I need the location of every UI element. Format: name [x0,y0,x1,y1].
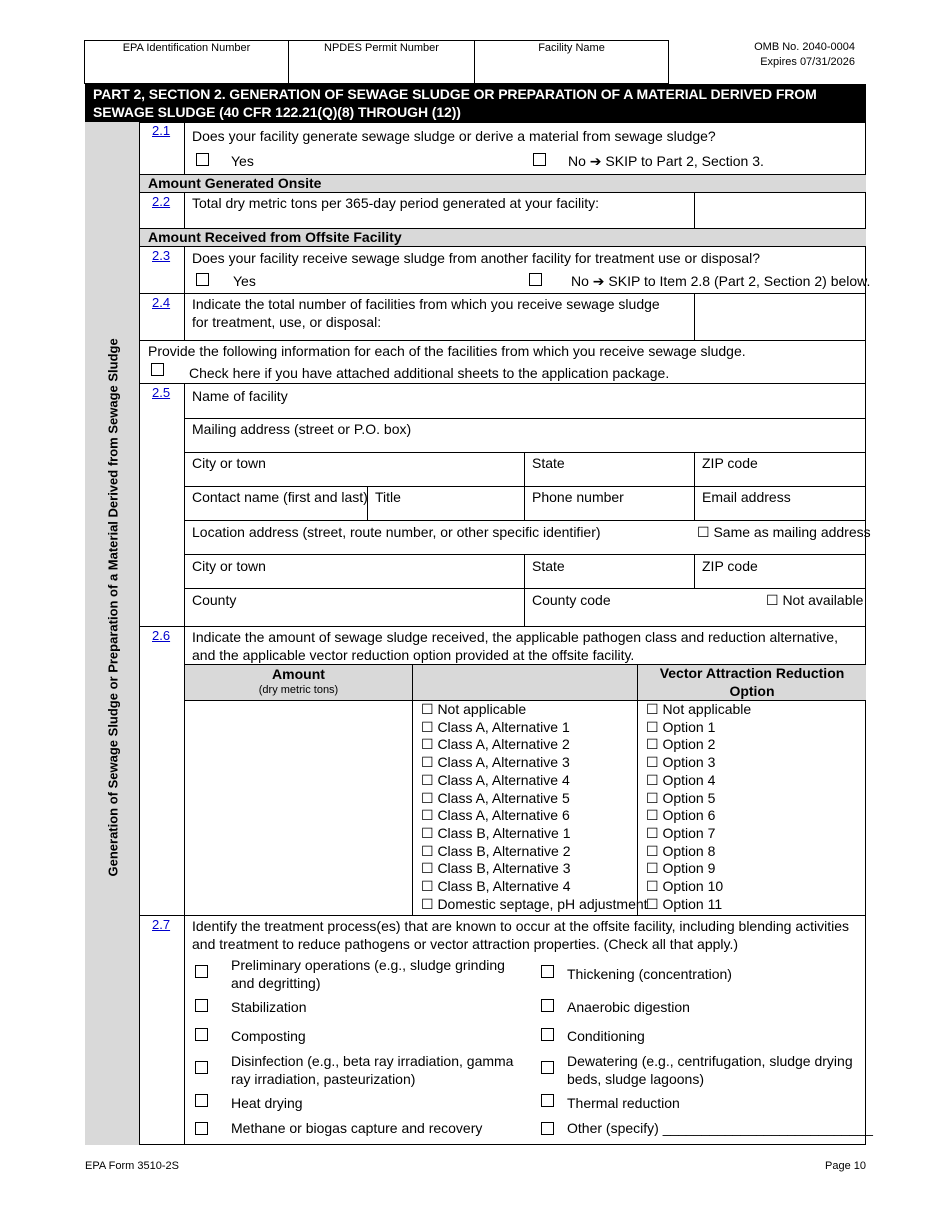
email-field[interactable]: Email address [702,489,791,505]
phone-field[interactable]: Phone number [532,489,624,505]
amount-label: Amount [272,666,325,682]
item-number-2-6[interactable]: 2.6 [152,628,171,643]
vector-option[interactable]: ☐ Option 3 [646,754,716,771]
same-as-mailing-checkbox[interactable]: ☐ Same as mailing address [697,524,871,540]
treatment-checkbox[interactable] [541,999,554,1012]
amount-header [185,666,412,698]
npdes-label: NPDES Permit Number [324,42,439,54]
pathogen-option[interactable]: ☐ Class A, Alternative 6 [421,807,570,824]
treatment-label: Stabilization [231,999,307,1015]
q21-no-label: No ➔ SKIP to Part 2, Section 3. [568,153,764,169]
vector-header: Vector Attraction Reduction Option [659,665,845,699]
treatment-label: Heat drying [231,1095,303,1111]
treatment-label: Anaerobic digestion [567,999,690,1015]
vector-option[interactable]: ☐ Option 10 [646,878,724,895]
vector-option[interactable]: ☐ Option 7 [646,824,716,841]
omb-block [680,40,855,70]
pathogen-option[interactable]: ☐ Class B, Alternative 3 [421,860,571,877]
treatment-checkbox[interactable] [541,1094,554,1107]
q21-yes-label: Yes [231,153,254,169]
pathogen-option[interactable]: ☐ Class A, Alternative 2 [421,736,570,753]
section-offsite: Amount Received from Offsite Facility [140,228,866,246]
county-field[interactable]: County [192,592,237,608]
treatment-checkbox[interactable] [541,965,554,978]
treatment-label: Methane or biogas capture and recovery [231,1120,483,1136]
item-number-2-7[interactable]: 2.7 [152,917,171,932]
contact-name-field[interactable]: Contact name (first and last) [192,489,368,505]
amount-input[interactable] [186,701,411,914]
zip-field[interactable]: ZIP code [702,455,758,471]
treatment-checkbox[interactable] [541,1122,554,1135]
pathogen-options [421,701,648,913]
location-address-field[interactable]: Location address (street, route number, or other specific identifier) [192,524,601,540]
location-city-field[interactable]: City or town [192,558,266,574]
city-field[interactable]: City or town [192,455,266,471]
treatment-label: Thermal reduction [567,1095,680,1111]
epa-id-label: EPA Identification Number [122,42,251,54]
county-code-field[interactable]: County code [532,592,611,608]
q23-yes-label: Yes [233,273,256,289]
pathogen-option[interactable]: ☐ Class A, Alternative 4 [421,771,570,788]
facility-name-field[interactable]: Name of facility [192,388,288,404]
other-specify-field[interactable]: Other (specify) ___________________________ [567,1120,873,1136]
treatment-checkbox[interactable] [195,1122,208,1135]
q21-yes-checkbox[interactable] [196,153,209,166]
attached-sheets-label: Check here if you have attached additional sheets to the application package. [189,365,670,381]
vector-option[interactable]: ☐ Option 1 [646,718,716,735]
treatment-checkbox[interactable] [541,1028,554,1041]
treatment-checkbox[interactable] [541,1061,554,1074]
page-number: Page 10 [825,1160,866,1172]
treatment-checkbox[interactable] [195,999,208,1012]
pathogen-option[interactable]: ☐ Class A, Alternative 3 [421,754,570,771]
state-field[interactable]: State [532,455,565,471]
treatment-checkbox[interactable] [195,1028,208,1041]
form-number: EPA Form 3510-2S [85,1160,179,1172]
facility-name-box[interactable] [474,40,669,84]
vector-option[interactable]: ☐ Option 5 [646,789,716,806]
vector-option[interactable]: ☐ Option 4 [646,771,716,788]
omb-expires: Expires 07/31/2026 [760,56,855,68]
vector-option[interactable]: ☐ Not applicable [646,701,752,717]
treatment-label: Conditioning [567,1028,645,1044]
npdes-box[interactable] [288,40,475,84]
vector-option[interactable]: ☐ Option 8 [646,842,716,859]
treatment-label: Composting [231,1028,306,1044]
q21-text: Does your facility generate sewage sludge or derive a material from sewage sludge? [192,128,716,144]
sidebar-label: Generation of Sewage Sludge or Preparation of a Material Derived from Sewage Sludge [105,338,121,877]
treatment-label: Thickening (concentration) [567,966,732,982]
q27-text: Identify the treatment process(es) that are known to occur at the offsite facility, including blending activities and treatment to reduce pathogens or vector attraction properties. (Check all that apply.) [192,918,850,952]
item-number-2-5[interactable]: 2.5 [152,385,171,400]
attached-sheets-checkbox[interactable] [151,363,164,376]
item-number-2-2[interactable]: 2.2 [152,194,171,209]
not-available-checkbox[interactable]: ☐ Not available [766,592,864,608]
pathogen-option[interactable]: ☐ Not applicable [421,701,527,717]
treatment-checkbox[interactable] [195,965,208,978]
pathogen-option[interactable]: ☐ Class B, Alternative 2 [421,842,571,859]
treatment-label: Dewatering (e.g., centrifugation, sludge drying beds, sludge lagoons) [567,1053,853,1087]
pathogen-option[interactable]: ☐ Class A, Alternative 5 [421,789,570,806]
q23-text: Does your facility receive sewage sludge from another facility for treatment use or disposal? [192,250,761,266]
section-title: PART 2, SECTION 2. GENERATION OF SEWAGE SLUDGE OR PREPARATION OF A MATERIAL DERIVED FROM SEWAGE SLUDGE (40 CFR 122.21(Q)(8) THROUGH (12)) [85,84,866,122]
treatment-checkbox[interactable] [195,1061,208,1074]
location-zip-field[interactable]: ZIP code [702,558,758,574]
q21-no-checkbox[interactable] [533,153,546,166]
q24-text: Indicate the total number of facilities from which you receive sewage sludge for treatment, use, or disposal: [192,296,660,330]
treatment-checkbox[interactable] [195,1094,208,1107]
treatment-label: Preliminary operations (e.g., sludge grinding and degritting) [231,957,505,991]
q26-text: Indicate the amount of sewage sludge received, the applicable pathogen class and reduction alternative, and the applicable vector reduction option provided at the offsite facility. [192,629,838,663]
q23-yes-checkbox[interactable] [196,273,209,286]
item-number-2-1[interactable]: 2.1 [152,123,171,138]
facility-name-label: Facility Name [538,42,605,54]
mailing-address-field[interactable]: Mailing address (street or P.O. box) [192,421,412,437]
section-onsite: Amount Generated Onsite [140,174,866,192]
q24-answer-field[interactable] [695,294,865,339]
vector-option[interactable]: ☐ Option 11 [646,895,723,912]
vector-option[interactable]: ☐ Option 2 [646,736,716,753]
q22-text: Total dry metric tons per 365-day period generated at your facility: [192,195,599,211]
sidebar [85,122,140,1145]
pathogen-option[interactable]: ☐ Class A, Alternative 1 [421,718,570,735]
q22-answer-field[interactable] [695,193,865,227]
treatment-label: Disinfection (e.g., beta ray irradiation, gamma ray irradiation, pasteurization) [231,1053,514,1087]
vector-option[interactable]: ☐ Option 6 [646,807,716,824]
epa-id-box[interactable] [84,40,289,84]
item-number-2-4[interactable]: 2.4 [152,295,171,310]
vector-options [646,701,751,913]
location-state-field[interactable]: State [532,558,565,574]
amount-units: (dry metric tons) [258,684,339,696]
item-number-2-3[interactable]: 2.3 [152,248,171,263]
q23-no-label: No ➔ SKIP to Item 2.8 (Part 2, Section 2) below. [571,273,871,289]
pathogen-option[interactable]: ☐ Domestic septage, pH adjustment [421,895,648,912]
title-field[interactable]: Title [375,489,401,505]
provide-text: Provide the following information for each of the facilities from which you receive sewage sludge. [148,343,746,359]
pathogen-option[interactable]: ☐ Class B, Alternative 4 [421,878,571,895]
pathogen-option[interactable]: ☐ Class B, Alternative 1 [421,824,571,841]
omb-number: OMB No. 2040-0004 [754,41,855,53]
vector-option[interactable]: ☐ Option 9 [646,860,716,877]
q23-no-checkbox[interactable] [529,273,542,286]
